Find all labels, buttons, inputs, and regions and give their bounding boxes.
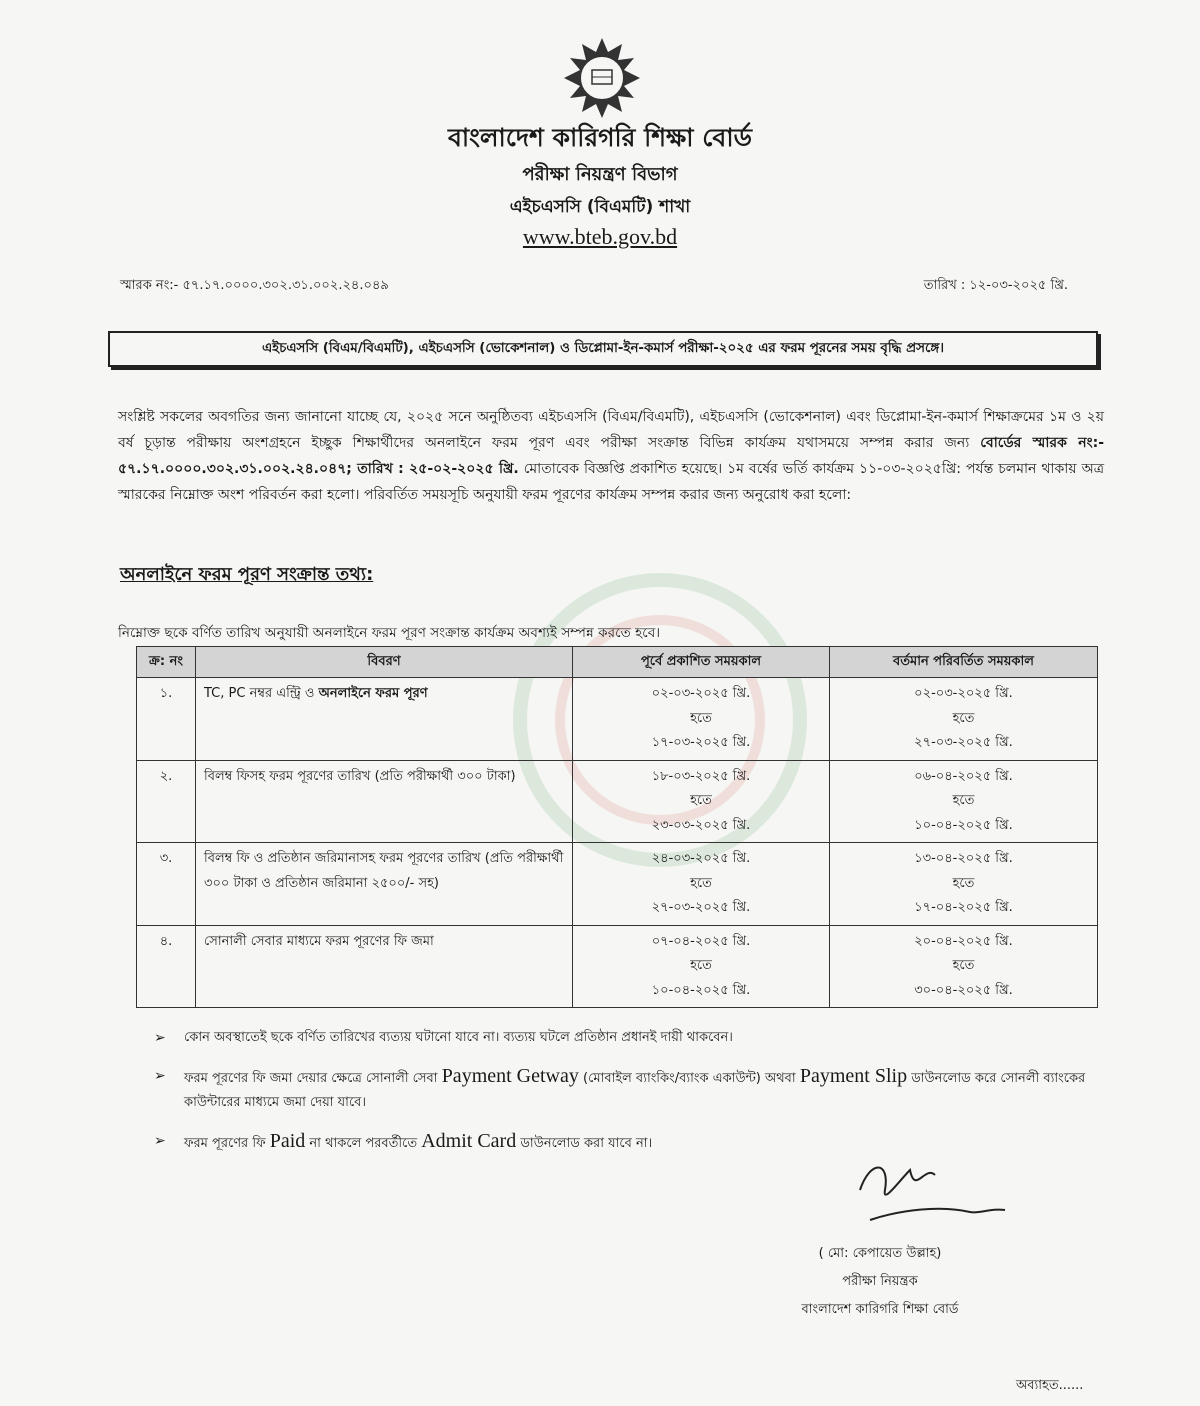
new-hote: হতে — [952, 958, 975, 973]
arrow-bullet-icon: ➢ — [154, 1030, 166, 1046]
new-to: ৩০-০৪-২০২৫ খ্রি. — [914, 982, 1013, 998]
org-name: বাংলাদেশ কারিগরি শিক্ষা বোর্ড — [448, 123, 752, 152]
col-description: বিবরণ — [196, 647, 573, 678]
memo-date: তারিখ : ১২-০৩-২০২৫ খ্রি. — [923, 278, 1068, 293]
branch-name: এইচএসসি (বিএমটি) শাখা — [509, 197, 691, 217]
notes-list — [154, 1026, 1106, 1170]
row-revised-period — [830, 843, 1098, 926]
prev-hote: হতে — [690, 710, 712, 726]
signatory-designation: পরীক্ষা নিয়ন্ত্রক — [842, 1274, 918, 1289]
row-revised-period — [830, 678, 1098, 761]
website-link[interactable]: www.bteb.gov.bd — [522, 224, 678, 249]
prev-from: ০৭-০৪-২০২৫ খ্রি. — [651, 933, 751, 949]
note-part-english: Paid — [269, 1130, 306, 1152]
prev-from: ২৪-০৩-২০২৫ খ্রি. — [651, 851, 751, 866]
note-text — [184, 1064, 1106, 1115]
signatory-org: বাংলাদেশ কারিগরি শিক্ষা বোর্ড — [801, 1302, 959, 1317]
table-row — [137, 843, 1098, 926]
new-to: ১৭-০৪-২০২৫ খ্রি. — [914, 900, 1013, 915]
new-to: ২৭-০৩-২০২৫ খ্রি. — [914, 735, 1013, 750]
department-name: পরীক্ষা নিয়ন্ত্রণ বিভাগ — [522, 164, 678, 185]
note-part: ফরম পূরণের ফি জমা দেয়ার ক্ষেত্রে সোনালী সেবা — [184, 1071, 438, 1086]
row-previous-period — [573, 925, 830, 1008]
prev-hote: হতে — [690, 875, 712, 891]
body-paragraph — [118, 404, 1104, 508]
new-from: ২০-০৪-২০২৫ খ্রি. — [914, 933, 1013, 949]
new-from: ০২-০৩-২০২৫ খ্রি. — [914, 686, 1013, 701]
section-intro: নিম্নোক্ত ছকে বর্ণিত তারিখ অনুযায়ী অনলাইনে ফরম পূরণ সংক্রান্ত কার্যক্রম অবশ্যই সম্পন্ন করতে হবে। — [118, 625, 661, 641]
note-part: ডাউনলোড করা যাবে না। — [520, 1136, 653, 1151]
note-item — [154, 1026, 1106, 1050]
row-desc-text: TC, PC নম্বর এন্ট্রি ও — [204, 686, 315, 701]
new-hote: হতে — [952, 793, 975, 808]
col-previous-period: পূর্বে প্রকাশিত সময়কাল — [573, 647, 830, 678]
row-description — [196, 925, 573, 1008]
prev-from: ০২-০৩-২০২৫ খ্রি. — [651, 686, 751, 701]
row-desc-text: বিলম্ব ফি ও প্রতিষ্ঠান জরিমানাসহ ফরম পূরণের তারিখ (প্রতি পরীক্ষার্থী ৩০০ টাকা ও প্রতিষ্ঠান জরিমানা ২৫০০/- সহ) — [204, 851, 564, 891]
new-to: ১০-০৪-২০২৫ খ্রি. — [914, 817, 1013, 833]
row-revised-period — [830, 925, 1098, 1008]
new-hote: হতে — [952, 875, 975, 891]
row-revised-period — [830, 760, 1098, 843]
row-desc-bold: অনলাইনে ফরম পূরণ — [318, 686, 428, 701]
bteb-seal-logo — [562, 38, 642, 118]
prev-from: ১৮-০৩-২০২৫ খ্রি. — [651, 768, 751, 784]
note-text — [184, 1129, 652, 1156]
note-text: কোন অবস্থাতেই ছকে বর্ণিত তারিখের ব্যত্যয় ঘটানো যাবে না। ব্যত্যয় ঘটলে প্রতিষ্ঠান প্রধানই দায়ী থাকবেন। — [184, 1030, 733, 1045]
table-row — [137, 678, 1098, 761]
col-revised-period: বর্তমান পরিবর্তিত সময়কাল — [830, 647, 1098, 678]
row-serial: ১. — [137, 678, 196, 761]
new-from: ০৬-০৪-২০২৫ খ্রি. — [914, 768, 1013, 784]
body-text-1: সংশ্লিষ্ট সকলের অবগতির জন্য জানানো যাচ্ছে যে, ২০২৫ সনে অনুষ্ঠিতব্য এইচএসসি (বিএম/বিএমটি), এইচএসসি (ভোকেশনাল) এবং ডিপ্লোমা-ইন-কমার্স শিক্ষাক্রমের ১ম ও ২য় বর্ষ চূড়ান্ত পরীক্ষায় অংশগ্রহনে ইচ্ছুক শিক্ষার্থীদের অনলাইনে ফরম পূরণ এবং পরীক্ষা সংক্রান্ত বিভিন্ন কার্যক্রম যথাসময়ে সম্পন্ন করার জন্য — [118, 409, 1104, 451]
note-part: (মোবাইল ব্যাংকিং/ব্যাংক একাউন্ট) অথবা — [583, 1071, 796, 1086]
new-hote: হতে — [952, 710, 975, 726]
row-desc-text: বিলম্ব ফিসহ ফরম পূরণের তারিখ (প্রতি পরীক্ষার্থী ৩০০ টাকা) — [204, 768, 516, 784]
note-part: ফরম পূরণের ফি — [184, 1136, 266, 1151]
note-part-english: Payment Slip — [799, 1065, 908, 1087]
row-description — [196, 843, 573, 926]
note-part-english: Admit Card — [421, 1130, 517, 1152]
subject-box: এইচএসসি (বিএম/বিএমটি), এইচএসসি (ভোকেশনাল) ও ডিপ্লোমা-ইন-কমার্স পরীক্ষা-২০২৫ এর ফরম পূরনের সময় বৃদ্ধি প্রসঙ্গে। — [108, 331, 1098, 367]
row-serial: ২. — [137, 760, 196, 843]
arrow-bullet-icon: ➢ — [154, 1068, 166, 1084]
row-serial: ৪. — [137, 925, 196, 1008]
note-item — [154, 1064, 1106, 1115]
prev-to: ১০-০৪-২০২৫ খ্রি. — [651, 982, 751, 998]
body-text-2: মোতাবেক বিজ্ঞপ্তি প্রকাশিত হয়েছে। ১ম বর্ষের ভর্তি কার্যক্রম ১১-০৩-২০২৫খ্রি: পর্যন্ত চলমান থাকায় অত্র স্মারকের নিম্নোক্ত অংশ পরিবর্তন করা হলো। পরিবর্তিত সময়সূচি অনুযায়ী ফরম পূরণের কার্যক্রম সম্পন্ন করার জন্য অনুরোধ করা হলো: — [118, 461, 1104, 503]
signatory-block — [770, 1240, 990, 1324]
schedule-table — [136, 646, 1098, 1008]
table-row — [137, 925, 1098, 1008]
note-part-english: Payment Getway — [441, 1065, 579, 1087]
prev-to: ২৭-০৩-২০২৫ খ্রি. — [651, 900, 751, 915]
section-heading: অনলাইনে ফরম পূরণ সংক্রান্ত তথ্য: — [120, 564, 374, 585]
row-previous-period — [573, 678, 830, 761]
arrow-bullet-icon: ➢ — [154, 1133, 166, 1149]
row-previous-period — [573, 760, 830, 843]
note-part: না থাকলে পরবর্তীতে — [309, 1136, 418, 1151]
row-serial: ৩. — [137, 843, 196, 926]
prev-hote: হতে — [690, 958, 712, 973]
note-part: ডাউনলোড করে সোনলী ব্যাংকের কাউন্টারের মাধ্যমে জমা দেয়া যাবে। — [184, 1071, 1086, 1110]
table-row — [137, 760, 1098, 843]
table-header-row — [137, 647, 1098, 678]
new-from: ১৩-০৪-২০২৫ খ্রি. — [914, 851, 1013, 866]
row-previous-period — [573, 843, 830, 926]
row-description — [196, 760, 573, 843]
body-reference: বোর্ডের স্মারক নং:- ৫৭.১৭.০০০০.৩০২.৩১.০০২.২৪.০৪৭; তারিখ : ২৫-০২-২০২৫ খ্রি. — [118, 435, 1105, 477]
row-desc-text: সোনালী সেবার মাধ্যমে ফরম পূরণের ফি জমা — [204, 933, 434, 949]
signatory-name: ( মো: কেপায়েত উল্লাহ) — [818, 1246, 942, 1261]
prev-hote: হতে — [690, 793, 712, 808]
col-serial: ক্র: নং — [137, 647, 196, 678]
prev-to: ২৩-০৩-২০২৫ খ্রি. — [651, 817, 751, 833]
prev-to: ১৭-০৩-২০২৫ খ্রি. — [651, 735, 751, 750]
continued-marker: অব্যাহত...... — [1016, 1378, 1084, 1393]
row-description — [196, 678, 573, 761]
handwritten-signature — [840, 1150, 1020, 1240]
memo-number: স্মারক নং:- ৫৭.১৭.০০০০.৩০২.৩১.০০২.২৪.০৪৯ — [120, 278, 389, 293]
